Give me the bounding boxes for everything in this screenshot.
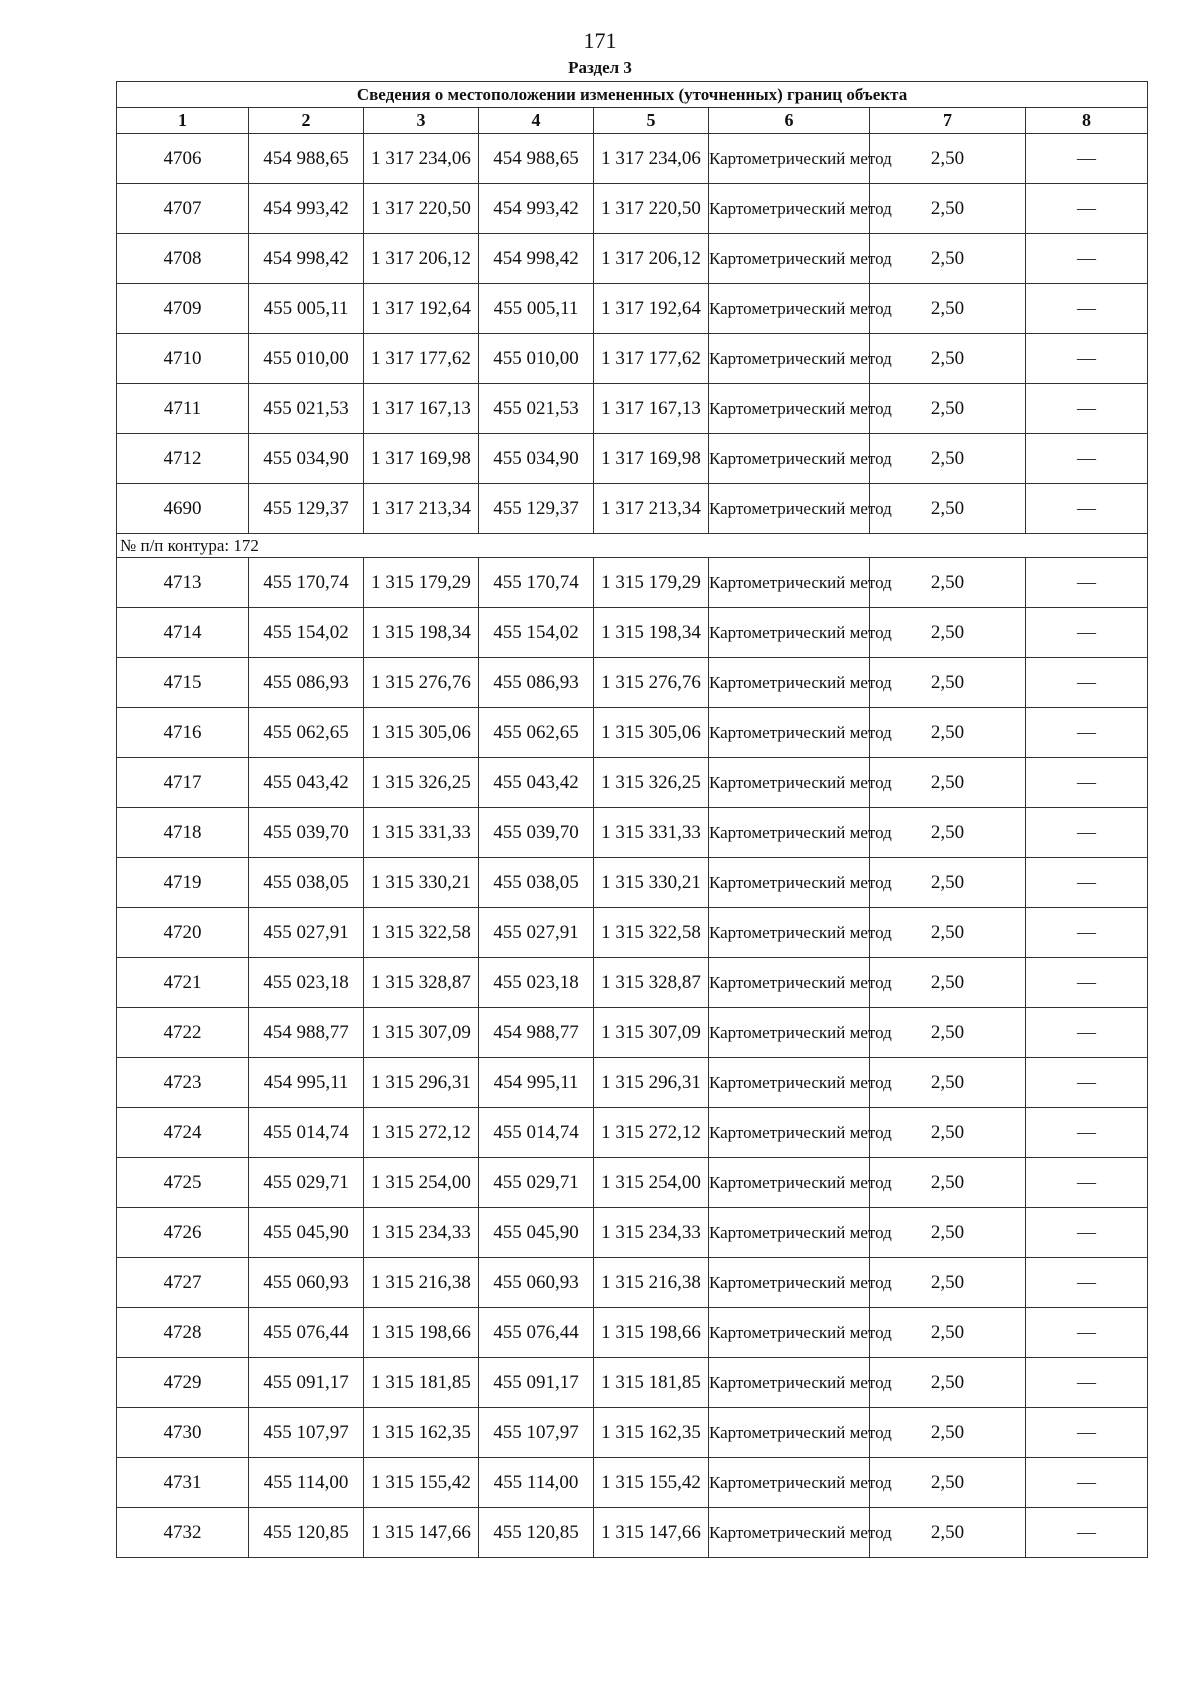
page-number: 171 [583,28,617,53]
x-new-cell: 455 091,17 [479,1358,594,1408]
method-cell: Картометрический метод [709,184,870,234]
point-number-cell: 4723 [117,1058,249,1108]
y-old-cell: 1 315 330,21 [364,858,479,908]
y-new-cell: 1 315 198,66 [594,1308,709,1358]
point-number-cell: 4707 [117,184,249,234]
table-row [117,608,1148,658]
x-new-cell: 455 086,93 [479,658,594,708]
y-old-cell: 1 315 234,33 [364,1208,479,1258]
method-cell: Картометрический метод [709,334,870,384]
table-row [117,1458,1148,1508]
y-new-cell: 1 315 322,58 [594,908,709,958]
accuracy-cell: 2,50 [870,1358,1026,1408]
method-cell: Картометрический метод [709,1058,870,1108]
table-row [117,858,1148,908]
table-row [117,384,1148,434]
column-number: 3 [364,108,479,134]
description-cell: — [1026,958,1148,1008]
x-old-cell: 455 010,00 [249,334,364,384]
table-row [117,708,1148,758]
table-row [117,808,1148,858]
x-old-cell: 454 988,65 [249,134,364,184]
column-number-row [117,108,1148,134]
method-cell: Картометрический метод [709,958,870,1008]
y-old-cell: 1 315 198,66 [364,1308,479,1358]
point-number-cell: 4725 [117,1158,249,1208]
y-new-cell: 1 315 179,29 [594,558,709,608]
accuracy-cell: 2,50 [870,758,1026,808]
table-row [117,1308,1148,1358]
method-cell: Картометрический метод [709,758,870,808]
point-number-cell: 4728 [117,1308,249,1358]
x-old-cell: 455 114,00 [249,1458,364,1508]
accuracy-cell: 2,50 [870,1158,1026,1208]
column-number: 2 [249,108,364,134]
y-old-cell: 1 315 179,29 [364,558,479,608]
x-new-cell: 455 114,00 [479,1458,594,1508]
table-row [117,1208,1148,1258]
table-row [117,1108,1148,1158]
accuracy-cell: 2,50 [870,908,1026,958]
point-number-cell: 4718 [117,808,249,858]
point-number-cell: 4724 [117,1108,249,1158]
method-cell: Картометрический метод [709,558,870,608]
accuracy-cell: 2,50 [870,384,1026,434]
y-old-cell: 1 315 296,31 [364,1058,479,1108]
method-cell: Картометрический метод [709,658,870,708]
x-new-cell: 454 988,65 [479,134,594,184]
table-row [117,658,1148,708]
method-cell: Картометрический метод [709,234,870,284]
point-number-cell: 4721 [117,958,249,1008]
y-old-cell: 1 315 276,76 [364,658,479,708]
accuracy-cell: 2,50 [870,1408,1026,1458]
method-cell: Картометрический метод [709,1358,870,1408]
y-old-cell: 1 315 305,06 [364,708,479,758]
description-cell: — [1026,234,1148,284]
y-new-cell: 1 315 296,31 [594,1058,709,1108]
x-old-cell: 455 014,74 [249,1108,364,1158]
y-new-cell: 1 315 272,12 [594,1108,709,1158]
description-cell: — [1026,1208,1148,1258]
x-old-cell: 454 988,77 [249,1008,364,1058]
accuracy-cell: 2,50 [870,1208,1026,1258]
accuracy-cell: 2,50 [870,1008,1026,1058]
x-new-cell: 455 014,74 [479,1108,594,1158]
y-old-cell: 1 315 326,25 [364,758,479,808]
x-old-cell: 455 023,18 [249,958,364,1008]
description-cell: — [1026,1108,1148,1158]
x-old-cell: 455 170,74 [249,558,364,608]
x-new-cell: 454 995,11 [479,1058,594,1108]
point-number-cell: 4710 [117,334,249,384]
y-old-cell: 1 315 155,42 [364,1458,479,1508]
x-new-cell: 455 010,00 [479,334,594,384]
description-cell: — [1026,334,1148,384]
y-new-cell: 1 315 216,38 [594,1258,709,1308]
y-new-cell: 1 317 234,06 [594,134,709,184]
point-number-cell: 4711 [117,384,249,434]
y-new-cell: 1 317 167,13 [594,384,709,434]
accuracy-cell: 2,50 [870,484,1026,534]
contour-label: № п/п контура: 172 [117,534,1148,558]
description-cell: — [1026,134,1148,184]
contour-row [117,534,1148,558]
point-number-cell: 4727 [117,1258,249,1308]
description-cell: — [1026,1058,1148,1108]
y-new-cell: 1 315 147,66 [594,1508,709,1558]
table-row [117,234,1148,284]
y-old-cell: 1 315 198,34 [364,608,479,658]
y-new-cell: 1 315 181,85 [594,1358,709,1408]
table-row [117,1358,1148,1408]
y-old-cell: 1 317 167,13 [364,384,479,434]
y-new-cell: 1 315 162,35 [594,1408,709,1458]
accuracy-cell: 2,50 [870,234,1026,284]
column-number: 4 [479,108,594,134]
x-old-cell: 455 038,05 [249,858,364,908]
x-new-cell: 455 045,90 [479,1208,594,1258]
method-cell: Картометрический метод [709,608,870,658]
x-new-cell: 455 076,44 [479,1308,594,1358]
point-number-cell: 4720 [117,908,249,958]
y-new-cell: 1 315 307,09 [594,1008,709,1058]
y-old-cell: 1 315 216,38 [364,1258,479,1308]
column-number: 6 [709,108,870,134]
method-cell: Картометрический метод [709,384,870,434]
y-new-cell: 1 315 328,87 [594,958,709,1008]
method-cell: Картометрический метод [709,284,870,334]
point-number-cell: 4731 [117,1458,249,1508]
point-number-cell: 4722 [117,1008,249,1058]
section-title: Раздел 3 [568,58,632,77]
y-old-cell: 1 315 328,87 [364,958,479,1008]
point-number-cell: 4719 [117,858,249,908]
boundary-coordinates-table [116,81,1148,1558]
x-new-cell: 454 998,42 [479,234,594,284]
x-old-cell: 455 060,93 [249,1258,364,1308]
column-number: 7 [870,108,1026,134]
y-new-cell: 1 315 331,33 [594,808,709,858]
x-new-cell: 455 039,70 [479,808,594,858]
method-cell: Картометрический метод [709,858,870,908]
method-cell: Картометрический метод [709,1108,870,1158]
accuracy-cell: 2,50 [870,1058,1026,1108]
table-row [117,958,1148,1008]
point-number-cell: 4708 [117,234,249,284]
table-row [117,1058,1148,1108]
description-cell: — [1026,808,1148,858]
accuracy-cell: 2,50 [870,184,1026,234]
point-number-cell: 4709 [117,284,249,334]
point-number-cell: 4730 [117,1408,249,1458]
y-old-cell: 1 315 307,09 [364,1008,479,1058]
y-old-cell: 1 315 272,12 [364,1108,479,1158]
table-row [117,434,1148,484]
column-number: 8 [1026,108,1148,134]
x-old-cell: 455 086,93 [249,658,364,708]
description-cell: — [1026,758,1148,808]
accuracy-cell: 2,50 [870,1108,1026,1158]
description-cell: — [1026,1158,1148,1208]
accuracy-cell: 2,50 [870,808,1026,858]
y-old-cell: 1 315 181,85 [364,1358,479,1408]
y-old-cell: 1 315 322,58 [364,908,479,958]
x-new-cell: 455 038,05 [479,858,594,908]
point-number-cell: 4716 [117,708,249,758]
x-old-cell: 455 027,91 [249,908,364,958]
y-new-cell: 1 315 276,76 [594,658,709,708]
accuracy-cell: 2,50 [870,134,1026,184]
description-cell: — [1026,558,1148,608]
accuracy-cell: 2,50 [870,1308,1026,1358]
point-number-cell: 4732 [117,1508,249,1558]
method-cell: Картометрический метод [709,1408,870,1458]
x-new-cell: 455 021,53 [479,384,594,434]
description-cell: — [1026,908,1148,958]
description-cell: — [1026,608,1148,658]
y-old-cell: 1 317 213,34 [364,484,479,534]
description-cell: — [1026,1258,1148,1308]
accuracy-cell: 2,50 [870,858,1026,908]
accuracy-cell: 2,50 [870,558,1026,608]
method-cell: Картометрический метод [709,908,870,958]
x-old-cell: 455 062,65 [249,708,364,758]
x-new-cell: 455 062,65 [479,708,594,758]
method-cell: Картометрический метод [709,1458,870,1508]
method-cell: Картометрический метод [709,434,870,484]
point-number-cell: 4690 [117,484,249,534]
x-old-cell: 455 120,85 [249,1508,364,1558]
y-old-cell: 1 315 147,66 [364,1508,479,1558]
x-old-cell: 455 043,42 [249,758,364,808]
x-old-cell: 455 154,02 [249,608,364,658]
description-cell: — [1026,284,1148,334]
accuracy-cell: 2,50 [870,1258,1026,1308]
method-cell: Картометрический метод [709,1508,870,1558]
x-old-cell: 454 993,42 [249,184,364,234]
description-cell: — [1026,858,1148,908]
x-new-cell: 455 060,93 [479,1258,594,1308]
x-old-cell: 455 034,90 [249,434,364,484]
x-old-cell: 455 091,17 [249,1358,364,1408]
method-cell: Картометрический метод [709,484,870,534]
x-new-cell: 455 129,37 [479,484,594,534]
description-cell: — [1026,1508,1148,1558]
table-row [117,134,1148,184]
y-old-cell: 1 317 169,98 [364,434,479,484]
y-new-cell: 1 317 213,34 [594,484,709,534]
x-old-cell: 455 045,90 [249,1208,364,1258]
y-new-cell: 1 315 305,06 [594,708,709,758]
x-old-cell: 455 076,44 [249,1308,364,1358]
x-old-cell: 455 129,37 [249,484,364,534]
table-row [117,908,1148,958]
accuracy-cell: 2,50 [870,1508,1026,1558]
point-number-cell: 4714 [117,608,249,658]
y-new-cell: 1 315 155,42 [594,1458,709,1508]
description-cell: — [1026,434,1148,484]
accuracy-cell: 2,50 [870,708,1026,758]
y-new-cell: 1 315 330,21 [594,858,709,908]
description-cell: — [1026,658,1148,708]
method-cell: Картометрический метод [709,134,870,184]
table-row [117,184,1148,234]
description-cell: — [1026,708,1148,758]
x-new-cell: 455 170,74 [479,558,594,608]
x-new-cell: 455 027,91 [479,908,594,958]
point-number-cell: 4729 [117,1358,249,1408]
y-new-cell: 1 315 254,00 [594,1158,709,1208]
point-number-cell: 4712 [117,434,249,484]
method-cell: Картометрический метод [709,1008,870,1058]
y-old-cell: 1 317 192,64 [364,284,479,334]
x-new-cell: 455 034,90 [479,434,594,484]
table-body [117,134,1148,1558]
x-new-cell: 454 988,77 [479,1008,594,1058]
description-cell: — [1026,484,1148,534]
table-row [117,1158,1148,1208]
accuracy-cell: 2,50 [870,658,1026,708]
point-number-cell: 4713 [117,558,249,608]
accuracy-cell: 2,50 [870,434,1026,484]
y-old-cell: 1 317 234,06 [364,134,479,184]
x-new-cell: 455 107,97 [479,1408,594,1458]
x-new-cell: 455 120,85 [479,1508,594,1558]
x-old-cell: 455 021,53 [249,384,364,434]
x-new-cell: 454 993,42 [479,184,594,234]
x-old-cell: 455 005,11 [249,284,364,334]
table-row [117,334,1148,384]
y-new-cell: 1 317 206,12 [594,234,709,284]
method-cell: Картометрический метод [709,1258,870,1308]
x-new-cell: 455 154,02 [479,608,594,658]
x-old-cell: 455 107,97 [249,1408,364,1458]
description-cell: — [1026,1308,1148,1358]
y-old-cell: 1 315 331,33 [364,808,479,858]
y-new-cell: 1 317 169,98 [594,434,709,484]
y-new-cell: 1 315 234,33 [594,1208,709,1258]
table-row [117,1408,1148,1458]
method-cell: Картометрический метод [709,808,870,858]
description-cell: — [1026,1358,1148,1408]
description-cell: — [1026,1008,1148,1058]
x-old-cell: 454 995,11 [249,1058,364,1108]
point-number-cell: 4726 [117,1208,249,1258]
x-new-cell: 455 023,18 [479,958,594,1008]
accuracy-cell: 2,50 [870,608,1026,658]
accuracy-cell: 2,50 [870,958,1026,1008]
y-old-cell: 1 317 177,62 [364,334,479,384]
x-old-cell: 455 039,70 [249,808,364,858]
column-number: 5 [594,108,709,134]
table-row [117,1258,1148,1308]
x-new-cell: 455 043,42 [479,758,594,808]
accuracy-cell: 2,50 [870,334,1026,384]
x-old-cell: 455 029,71 [249,1158,364,1208]
y-new-cell: 1 317 177,62 [594,334,709,384]
description-cell: — [1026,384,1148,434]
y-new-cell: 1 317 220,50 [594,184,709,234]
y-new-cell: 1 315 326,25 [594,758,709,808]
point-number-cell: 4715 [117,658,249,708]
method-cell: Картометрический метод [709,1158,870,1208]
method-cell: Картометрический метод [709,1208,870,1258]
y-new-cell: 1 317 192,64 [594,284,709,334]
point-number-cell: 4706 [117,134,249,184]
table-caption: Сведения о местоположении измененных (уточненных) границ объекта [117,82,1148,108]
table-row [117,1508,1148,1558]
description-cell: — [1026,1458,1148,1508]
table-row [117,284,1148,334]
y-old-cell: 1 317 220,50 [364,184,479,234]
y-old-cell: 1 315 162,35 [364,1408,479,1458]
accuracy-cell: 2,50 [870,284,1026,334]
table-row [117,1008,1148,1058]
x-new-cell: 455 029,71 [479,1158,594,1208]
y-new-cell: 1 315 198,34 [594,608,709,658]
x-old-cell: 454 998,42 [249,234,364,284]
description-cell: — [1026,1408,1148,1458]
x-new-cell: 455 005,11 [479,284,594,334]
column-number: 1 [117,108,249,134]
method-cell: Картометрический метод [709,1308,870,1358]
y-old-cell: 1 315 254,00 [364,1158,479,1208]
table-row [117,484,1148,534]
point-number-cell: 4717 [117,758,249,808]
method-cell: Картометрический метод [709,708,870,758]
table-row [117,758,1148,808]
y-old-cell: 1 317 206,12 [364,234,479,284]
description-cell: — [1026,184,1148,234]
table-row [117,558,1148,608]
accuracy-cell: 2,50 [870,1458,1026,1508]
